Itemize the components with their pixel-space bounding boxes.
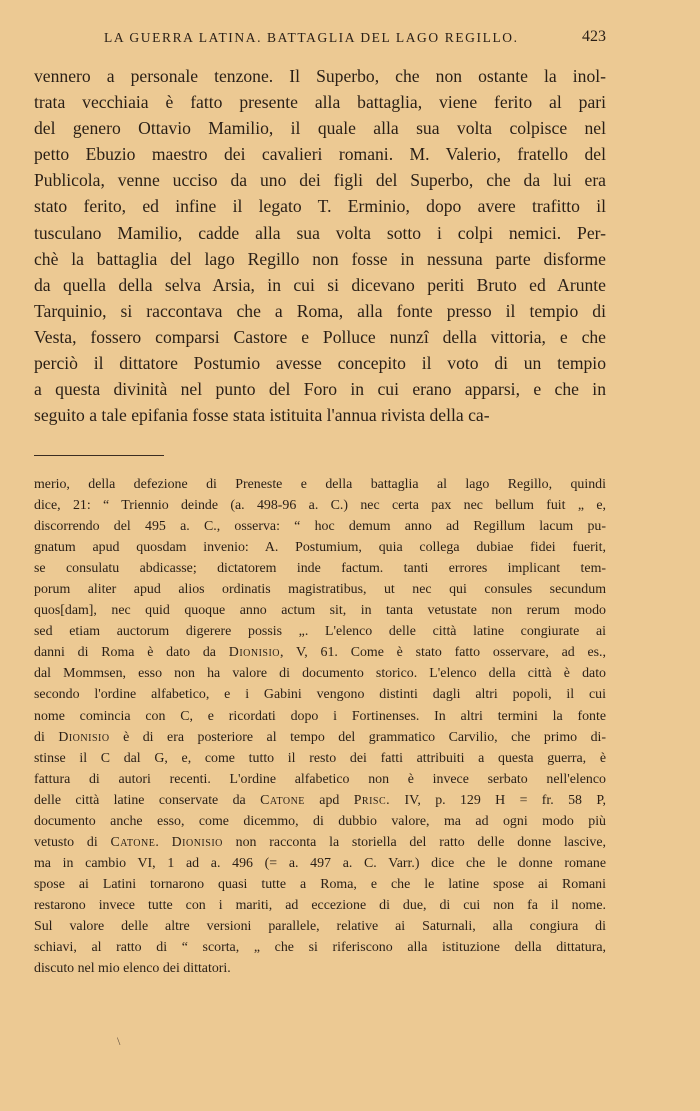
text-line: petto Ebuzio maestro dei cavalieri romani. M. Valerio, fratello del [34,144,606,165]
running-title: LA GUERRA LATINA. BATTAGLIA DEL LAGO REGILLO. [104,30,519,45]
footnote-line: quos[dam], nec quid quoque anno actum sit, in tanta vetustate non rerum modo [34,603,606,619]
footnote-line: danni di Roma è dato da Dionisio, V, 61. Come è stato fatto osservare, ad es., [34,645,607,661]
footnote-line: ma in cambio VI, 1 ad a. 496 (= a. 497 a. C. Varr.) dice che le donne romane [34,855,606,871]
footnote-line: sed etiam auctorum digerere possis „. L'elenco delle città latine congiurate ai [34,624,606,640]
main-text [34,63,606,428]
text-line: Tarquinio, si raccontava che a Roma, alla fonte presso il tempio di [34,300,606,321]
text-line: perciò il dittatore Postumio avesse concepito il voto di un tempio [34,353,606,374]
footnote-line: di Dionisio è di era posteriore al tempo del grammatico Carvilio, che primo di- [34,729,607,745]
footnote-line: fattura di autori recenti. L'ordine alfabetico non è invece serbato nell'elenco [34,771,606,787]
footnote-line: nome comincia con C, e ricordati dopo i Fortinenses. In altri termini la fonte [34,708,606,724]
footnote-line: delle città latine conservate da Catone apd Prisc. IV, p. 129 H = fr. 58 P, [34,792,606,808]
text-line: chè la battaglia del lago Regillo non fosse in nessuna parte disforme [34,248,606,269]
page-header [34,28,606,50]
footnote-line: restarono invece tutte con i mariti, ad eccezione di due, di cui non fa il nome. [34,897,606,913]
footnote-rule [34,455,164,456]
text-line: tusculano Mamilio, cadde alla sua volta sotto i colpi nemici. Per- [34,222,606,243]
footnote-line: dice, 21: “ Triennio deinde (a. 498-96 a. C.) nec certa pax nec bellum fuit „ e, [34,498,606,514]
footnote-line: merio, della defezione di Preneste e della battaglia al lago Regillo, quindi [34,477,606,492]
text-line: da quella della selva Arsia, in cui si dicevano periti Bruto ed Arunte [34,274,606,295]
text-line: trata vecchiaia è fatto presente alla battaglia, viene ferito al pari [34,92,606,113]
footnote-line: gnatum apud quosdam invenio: A. Postumium, quia collega dubiae fidei fuerit, [34,540,606,556]
footnote-line: se consulatu abdicasse; dictatorem inde factum. tanti errores implicant tem- [34,561,606,577]
footnote-line: Sul valore delle altre versioni parallele, relative ai Saturnali, alla congiura di [34,918,606,934]
footnote-line: spose ai Latini tornarono quasi tutte a Roma, e che le latine spose ai Romani [34,876,606,892]
text-line: vennero a personale tenzone. Il Superbo, che non ostante la inol- [34,66,606,86]
footnote-line: schiavi, al ratto di “ scorta, „ che si riferiscono alla istituzione della dittatura, [34,940,606,956]
footnote-line: porum aliter apud alios ordinatis magistratibus, ut nec qui consules secundum [34,582,606,598]
text-line: del genero Ottavio Mamilio, il quale alla sua volta colpisce nel [34,118,606,139]
footnote-text [34,474,606,979]
footnote-line: stinse il C dal G, e, come tutto il resto dei fatti attribuiti a questa guerra, è [34,750,606,766]
text-line: Publicola, venne ucciso da uno dei figli del Superbo, che da lui era [34,170,606,191]
stray-mark: \ [117,1034,121,1048]
footnote-line: documento anche esso, come dicemmo, di dubbio valore, ma ad ogni modo più [34,813,606,829]
footnote-line: discorrendo del 495 a. C., osserva: “ hoc demum anno ad Regillum lacum pu- [34,519,606,535]
text-line: Vesta, fossero comparsi Castore e Polluce nunzî della vittoria, e che [34,326,606,347]
footnote-line: vetusto di Catone. Dionisio non racconta la storiella del ratto delle donne lascive, [34,834,606,850]
text-line: stato ferito, ed infine il legato T. Erminio, dopo avere trafitto il [34,196,606,217]
text-line: a questa divinità nel punto del Foro in cui erano apparsi, e che in [34,379,606,400]
footnote-line: dal Mommsen, esso non ha valore di documento storico. L'elenco della città è dato [34,666,606,682]
footnote-line: secondo l'ordine alfabetico, e i Gabini vengono distinti dagli altri popoli, il cui [34,687,606,703]
page-number: 423 [582,28,606,45]
footnote-line: discuto nel mio elenco dei dittatori. [34,961,231,977]
text-line: seguito a tale epifania fosse stata istituita l'annua rivista della ca- [34,405,490,426]
